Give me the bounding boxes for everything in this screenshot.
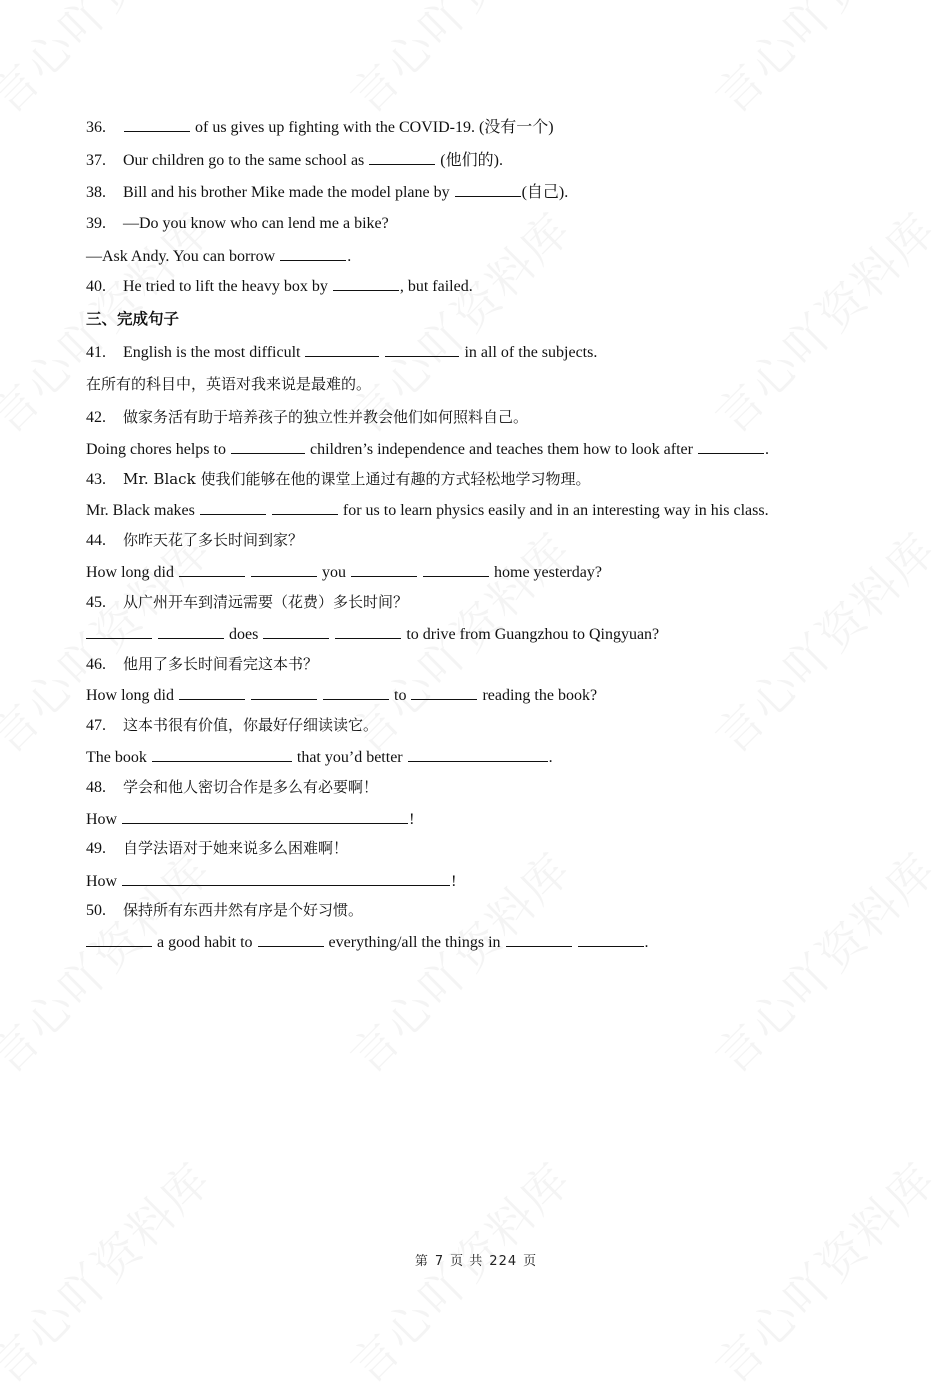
answer-blank[interactable] [305,342,379,357]
answer-blank[interactable] [323,685,389,700]
question-text: ! [409,811,415,828]
question-text: How [86,811,118,828]
answer-blank[interactable] [179,685,245,700]
question-text: children’s independence and teaches them how to look after [309,441,693,458]
question-number: 44. [86,532,106,549]
question-text: —Ask Andy. You can borrow [86,248,276,265]
question-48-answer [86,809,414,830]
question-36 [86,117,554,138]
watermark [0,1146,224,1396]
question-number: 46. [86,656,106,673]
question-38 [86,182,568,203]
question-text: —Do you know who can lend me a bike? [123,215,389,232]
watermark [333,1146,583,1396]
answer-blank[interactable] [455,182,521,197]
question-text: a good habit to [157,934,253,951]
question-48 [86,777,378,798]
watermark [698,516,948,766]
question-37 [86,150,503,171]
question-text: Bill and his brother Mike made the model plane by [123,184,450,201]
question-text: . [548,749,553,766]
answer-blank[interactable] [408,747,548,762]
question-number: 40. [86,278,106,295]
question-number: 36. [86,119,106,136]
answer-blank[interactable] [251,562,317,577]
question-39-reply [86,246,351,267]
question-text: 你昨天花了多长时间到家？ [123,531,304,549]
watermark [698,0,948,126]
question-number: 47. [86,717,106,734]
current-page-number: 7 [434,1254,445,1269]
question-text: Mr. Black 使我们能够在他的课堂上通过有趣的方式轻松地学习物理。 [123,470,591,488]
watermark [698,1146,948,1396]
answer-blank[interactable] [258,932,324,947]
question-text: to drive from Guangzhou to Qingyuan? [406,626,660,643]
question-46-answer [86,685,597,706]
answer-blank[interactable] [179,562,245,577]
question-text: He tried to lift the heavy box by [123,278,328,295]
footer-prefix: 第 [414,1254,429,1269]
question-number: 37. [86,152,106,169]
question-text: does [229,626,259,643]
answer-blank[interactable] [506,932,572,947]
question-text: How [86,873,118,890]
question-44 [86,530,303,551]
question-number: 42. [86,409,106,426]
question-text: you [322,564,346,581]
answer-blank[interactable] [124,117,190,132]
question-text: everything/all the things in [328,934,501,951]
question-50 [86,900,363,921]
question-text: ! [451,873,457,890]
question-text: How long did [86,687,174,704]
question-41-translation: 在所有的科目中，英语对我来说是最难的。 [86,375,372,393]
question-text: (自己). [521,184,569,201]
answer-blank[interactable] [231,439,305,454]
answer-blank[interactable] [423,562,489,577]
watermark [333,0,583,126]
question-text: . [764,441,769,458]
question-text: 保持所有东西井然有序是个好习惯。 [123,901,364,919]
answer-blank[interactable] [698,439,764,454]
question-39 [86,214,389,234]
question-text: 他用了多长时间看完这本书？ [123,655,319,673]
question-text: The book [86,749,147,766]
question-text: 从广州开车到清远需要（花费）多长时间？ [123,593,409,611]
question-number: 50. [86,902,106,919]
answer-blank[interactable] [369,150,435,165]
question-number: 49. [86,840,106,857]
question-text: How long did [86,564,174,581]
answer-blank[interactable] [263,624,329,639]
question-text: English is the most difficult [123,344,301,361]
footer-suffix: 页 [523,1254,538,1269]
question-40 [86,276,473,297]
answer-blank[interactable] [158,624,224,639]
footer-mid: 页 共 [450,1254,484,1269]
question-text: 学会和他人密切合作是多么有必要啊！ [123,778,379,796]
answer-blank[interactable] [200,500,266,515]
answer-blank[interactable] [385,342,459,357]
question-47 [86,715,378,736]
question-text: 自学法语对于她来说多么困难啊！ [123,839,349,857]
question-number: 41. [86,344,106,361]
question-number: 43. [86,471,106,488]
answer-blank[interactable] [280,246,346,261]
question-text: Mr. Black makes [86,502,195,519]
question-45 [86,592,408,613]
page-footer [0,1250,952,1269]
question-text: of us gives up fighting with the COVID-19. (没有一个) [195,119,554,136]
watermark [698,196,948,446]
answer-blank[interactable] [152,747,292,762]
question-number: 38. [86,184,106,201]
question-number: 39. [86,215,106,232]
answer-blank[interactable] [122,871,450,886]
watermark [698,836,948,1086]
question-number: 45. [86,594,106,611]
question-text: Doing chores helps to [86,441,226,458]
question-text: Our children go to the same school as [123,152,365,169]
question-43 [86,469,590,490]
answer-blank[interactable] [335,624,401,639]
question-50-answer [86,932,649,953]
answer-blank[interactable] [351,562,417,577]
answer-blank[interactable] [86,624,152,639]
question-text: , but failed. [399,278,473,295]
question-number: 48. [86,779,106,796]
question-text: reading the book? [482,687,598,704]
question-text: . [347,248,352,265]
answer-blank[interactable] [333,276,399,291]
total-pages: 224 [489,1254,518,1269]
answer-blank[interactable] [411,685,477,700]
question-text: for us to learn physics easily and in an interesting way in his class. [342,502,769,519]
answer-blank[interactable] [251,685,317,700]
question-text: (他们的). [440,152,503,169]
answer-blank[interactable] [122,809,408,824]
question-text: to [394,687,407,704]
answer-blank[interactable] [86,932,152,947]
answer-blank[interactable] [272,500,338,515]
question-text: that you’d better [296,749,403,766]
question-text: 做家务活有助于培养孩子的独立性并教会他们如何照料自己。 [123,408,529,426]
question-text: in all of the subjects. [464,344,598,361]
question-41 [86,342,597,363]
question-text: . [644,934,649,951]
question-49 [86,838,348,859]
question-46 [86,654,318,675]
question-44-answer [86,562,602,583]
question-text: home yesterday? [494,564,602,581]
question-49-answer [86,871,456,892]
question-43-answer [86,500,769,521]
question-42 [86,407,528,428]
question-47-answer [86,747,553,768]
question-42-answer [86,439,769,460]
section-heading: 三、完成句子 [86,310,180,328]
watermark [0,0,224,126]
question-text: 这本书很有价值，你最好仔细读读它。 [123,716,379,734]
answer-blank[interactable] [578,932,644,947]
question-45-answer [86,624,659,645]
